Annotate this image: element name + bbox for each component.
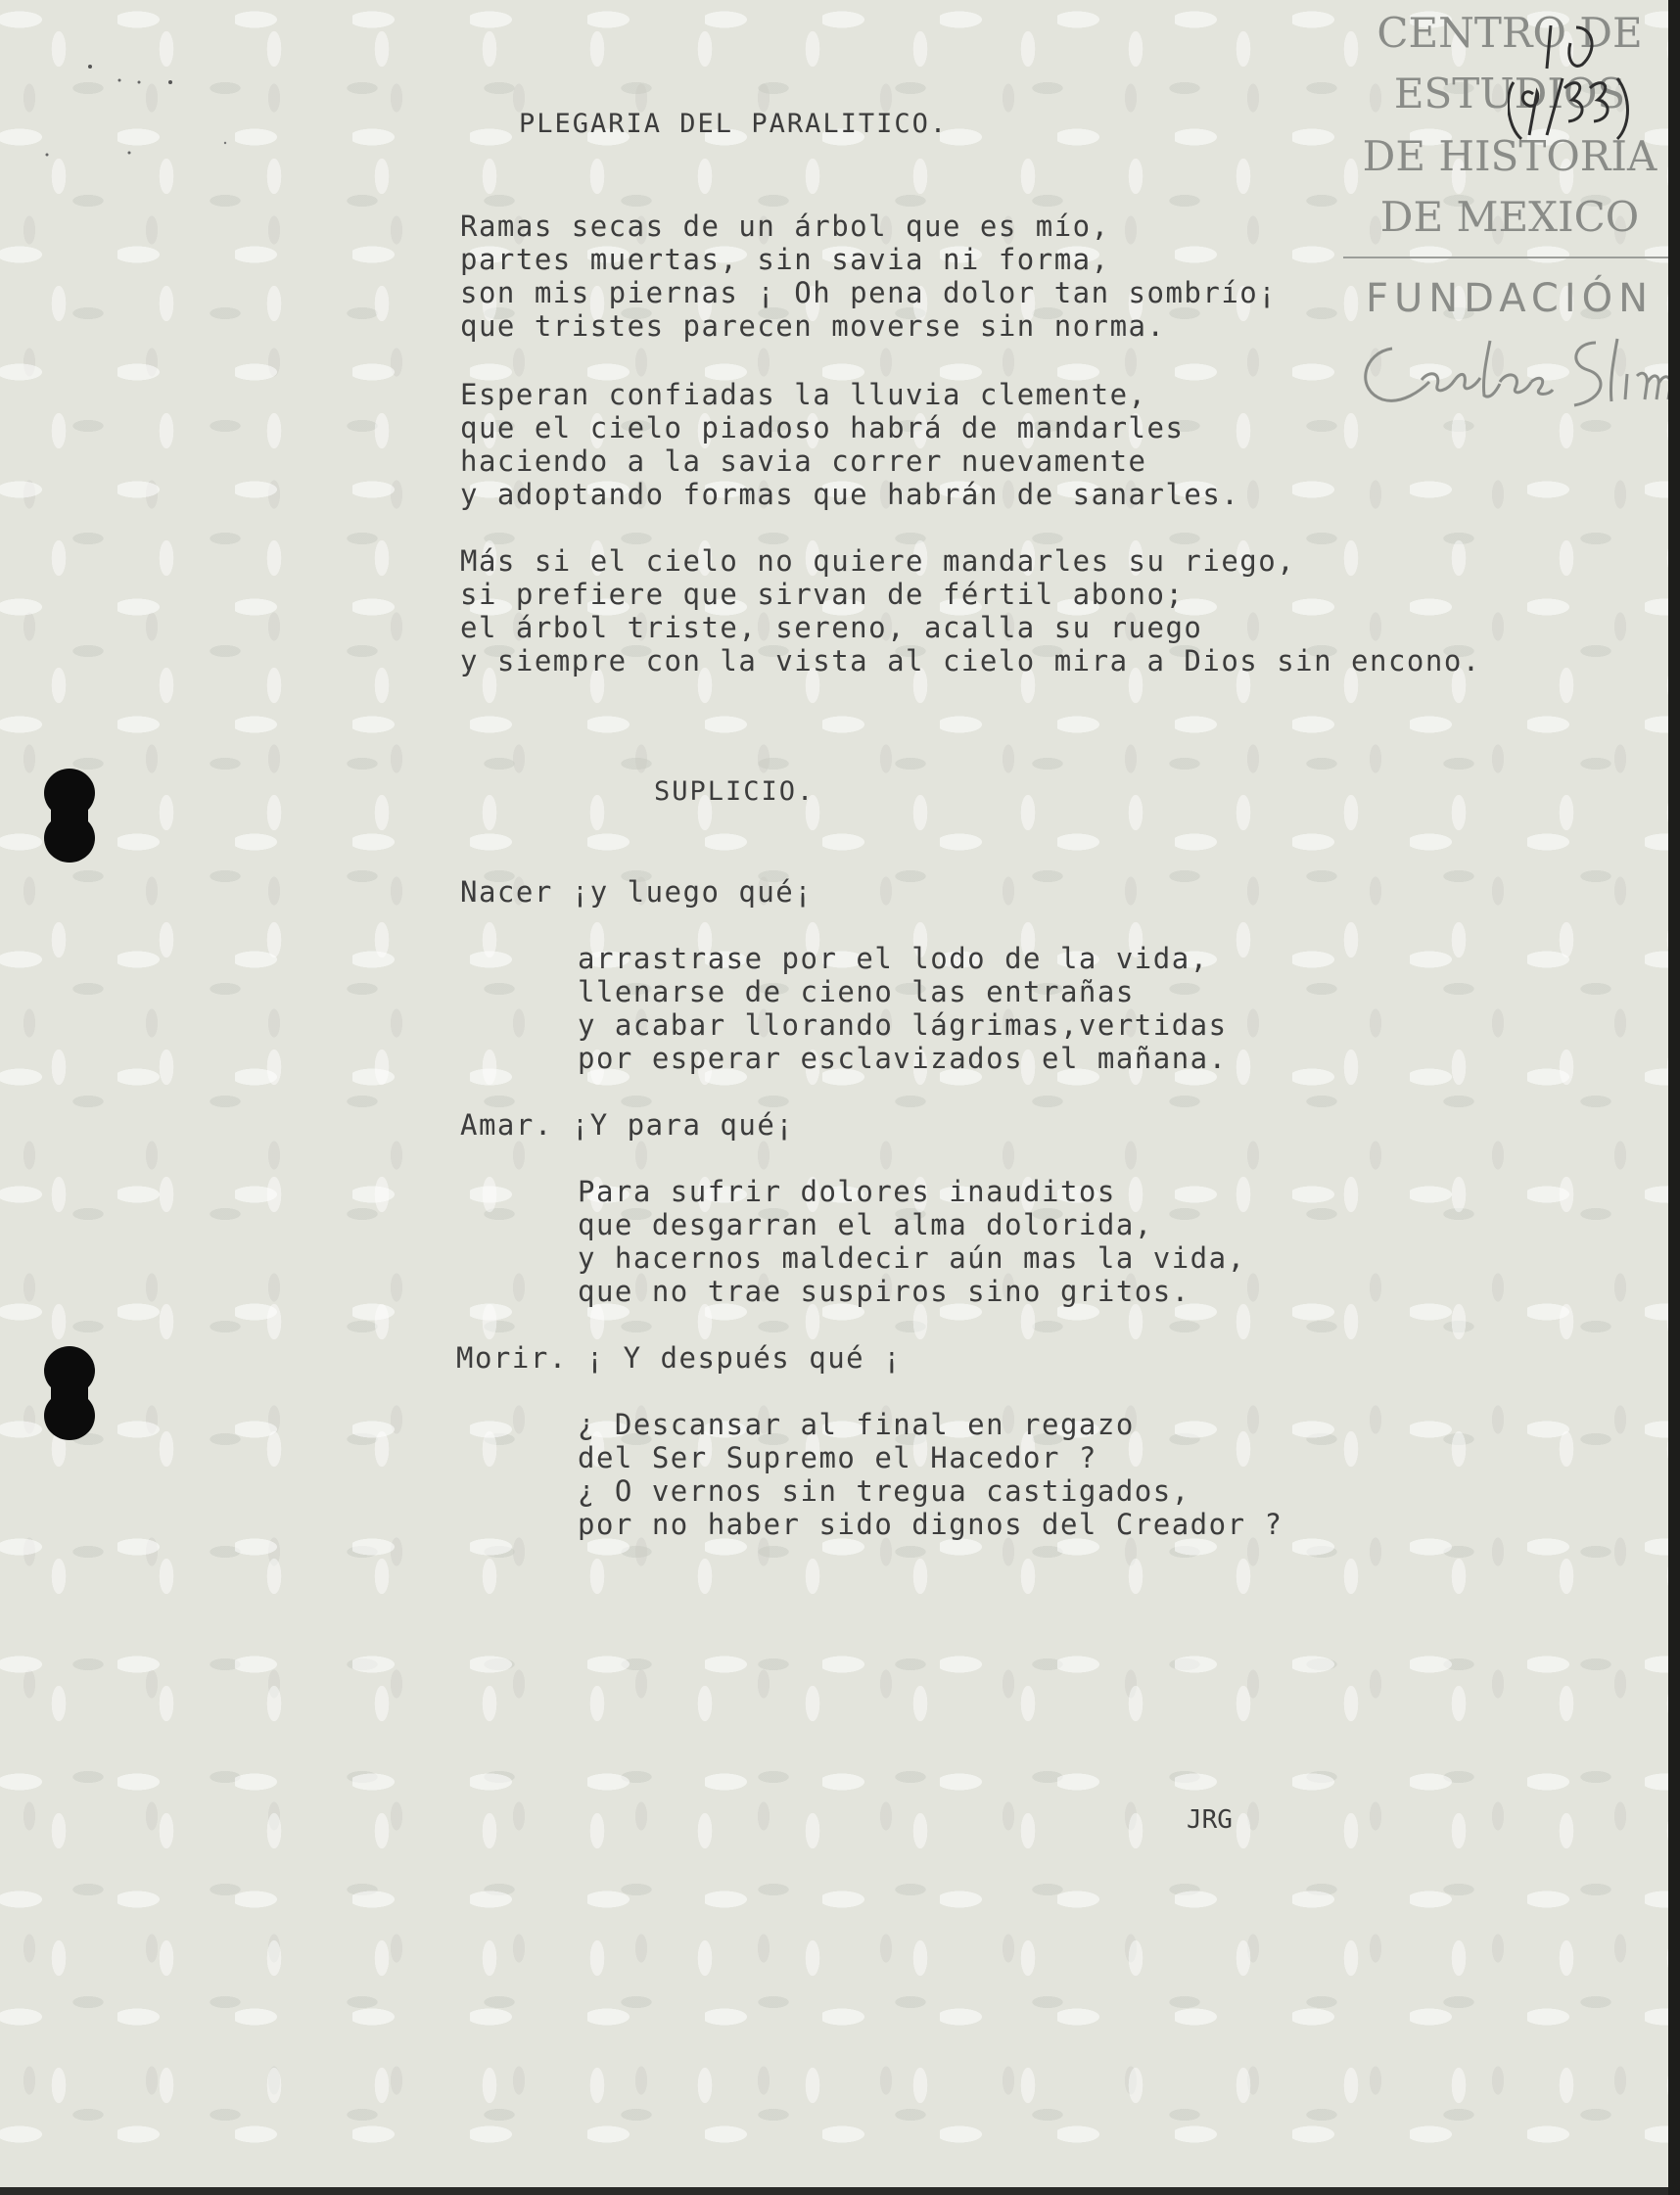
poem1-stanza2-line-4: y adoptando formas que habrán de sanarles. xyxy=(460,478,1240,511)
poem1-stanza-2 xyxy=(460,378,1239,511)
seal-line-2: ESTUDIOS xyxy=(1393,70,1626,117)
poem2-part1-line-2: llenarse de cieno las entrañas xyxy=(578,975,1135,1008)
poem2-part3-lead: Morir. ¡ Y después qué ¡ xyxy=(456,1341,903,1375)
seal-line-1: CENTRO DE xyxy=(1377,9,1643,57)
poem1-stanza-1 xyxy=(460,210,1277,343)
poem1-stanza2-line-1: Esperan confiadas la lluvia clemente, xyxy=(460,378,1147,411)
seal-divider xyxy=(1343,257,1676,258)
paper-specks xyxy=(39,59,274,176)
poem2-part3-stanza xyxy=(578,1408,1283,1541)
poem2-part2-line-2: que desgarran el alma dolorida, xyxy=(578,1208,1153,1241)
poem1-stanza3-line-3: el árbol triste, sereno, acalla su ruego xyxy=(460,611,1203,644)
punch-hole-lower xyxy=(43,1345,96,1441)
poem2-part1-lead: Nacer ¡y luego qué¡ xyxy=(460,875,814,909)
poem1-stanza1-line-2: partes muertas, sin savia ni forma, xyxy=(460,243,1110,276)
poem2-part2-line-1: Para sufrir dolores inauditos xyxy=(578,1175,1116,1208)
seal-line-4: DE MEXICO xyxy=(1379,193,1640,241)
poem2-part2-line-3: y hacernos maldecir aún mas la vida, xyxy=(578,1241,1246,1275)
poem2-part3-line-4: por no haber sido dignos del Creador ? xyxy=(578,1508,1283,1541)
poem1-stanza-3 xyxy=(460,544,1481,677)
poem1-stanza2-line-3: haciendo a la savia correr nuevamente xyxy=(460,444,1147,478)
poem1-stanza3-line-2: si prefiere que sirvan de fértil abono; xyxy=(460,578,1185,611)
poem2-title: SUPLICIO. xyxy=(654,776,816,807)
poem2-part3-line-2: del Ser Supremo el Hacedor ? xyxy=(578,1441,1097,1474)
handwritten-page-number-icon xyxy=(1508,18,1635,145)
author-initials: JRG xyxy=(1187,1805,1233,1835)
poem2-part3-line-3: ¿ O vernos sin tregua castigados, xyxy=(578,1474,1190,1508)
poem2-part1-line-4: por esperar esclavizados el mañana. xyxy=(578,1042,1228,1075)
poem2-part1-line-3: y acabar llorando lágrimas,vertidas xyxy=(578,1008,1228,1042)
punch-hole-upper xyxy=(43,768,96,864)
poem1-stanza1-line-3: son mis piernas ¡ Oh pena dolor tan sombrío¡ xyxy=(460,276,1278,309)
poem1-title: PLEGARIA DEL PARALITICO. xyxy=(519,109,949,139)
poem2-part2-stanza xyxy=(578,1175,1246,1308)
seal-line-3: DE HISTORIA xyxy=(1362,132,1657,180)
poem1-stanza1-line-4: que tristes parecen moverse sin norma. xyxy=(460,309,1166,343)
seal-fundacion: FUNDACIÓN xyxy=(1365,276,1655,321)
poem2-part1-line-1: arrastrase por el lodo de la vida, xyxy=(578,942,1209,975)
poem2-part2-lead: Amar. ¡Y para qué¡ xyxy=(460,1108,795,1142)
poem2-part1-stanza xyxy=(578,942,1228,1075)
poem2-part2-line-4: que no trae suspiros sino gritos. xyxy=(578,1275,1190,1308)
poem2-part3-line-1: ¿ Descansar al final en regazo xyxy=(578,1408,1135,1441)
poem1-stanza3-line-1: Más si el cielo no quiere mandarles su riego, xyxy=(460,544,1296,578)
poem1-stanza2-line-2: que el cielo piadoso habrá de mandarles xyxy=(460,411,1185,444)
signature-icon xyxy=(1353,331,1676,419)
poem1-stanza3-line-4: y siempre con la vista al cielo mira a Dios sin encono. xyxy=(460,644,1481,677)
poem1-stanza1-line-1: Ramas secas de un árbol que es mío, xyxy=(460,210,1110,243)
